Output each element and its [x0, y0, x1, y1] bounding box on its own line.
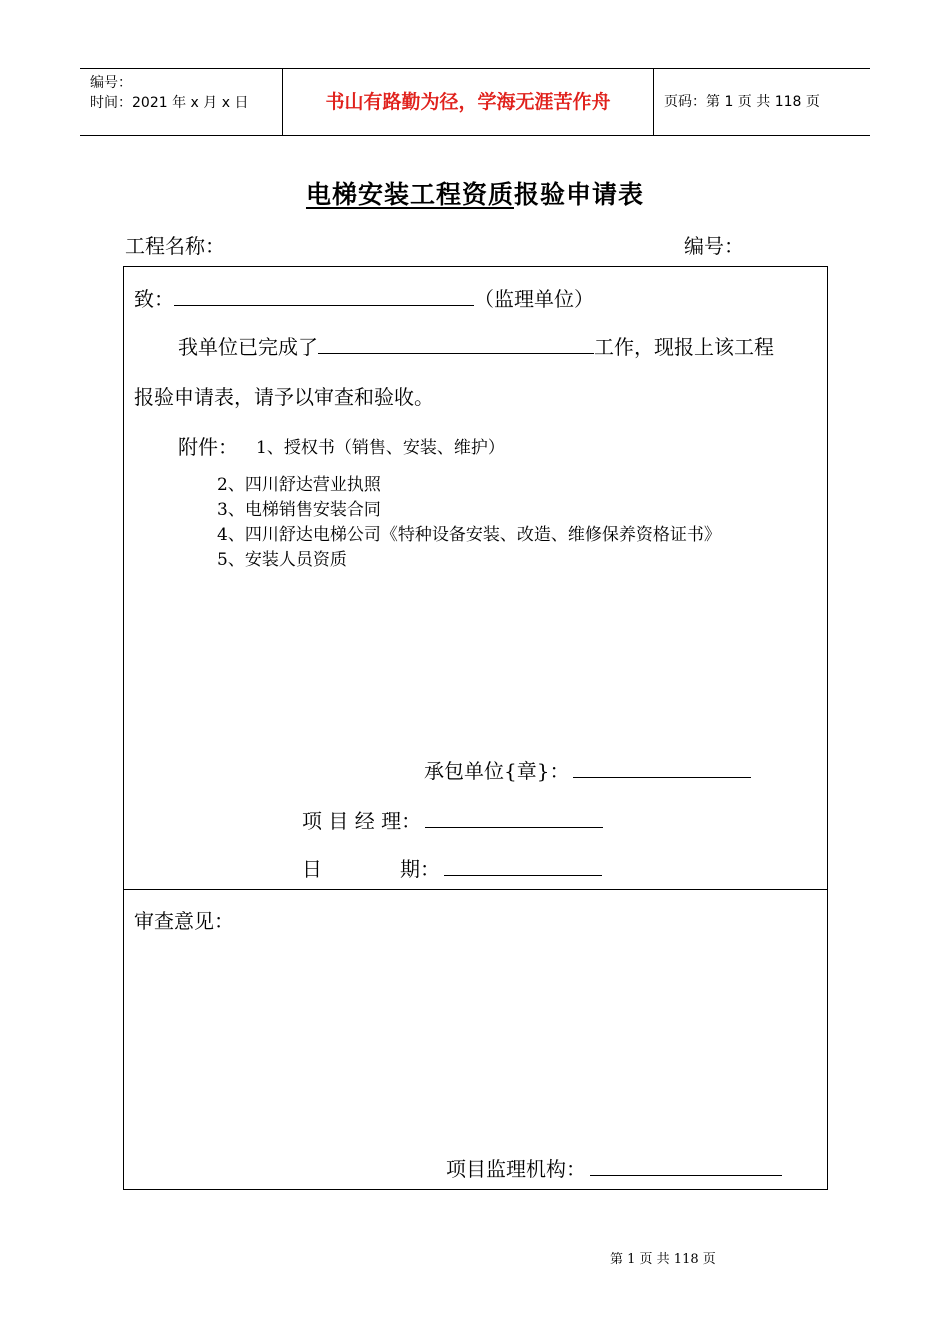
attachment-item: 1、授权书（销售、安装、维护） [256, 438, 505, 458]
supervisor-unit-label: （监理单位） [474, 287, 594, 311]
body-line-1 [178, 331, 774, 360]
document-header [80, 68, 870, 136]
supervision-blank-field[interactable] [590, 1157, 782, 1176]
manager-blank-field[interactable] [425, 809, 603, 828]
title-rest-part: 报验申请表 [514, 180, 645, 209]
date-line [302, 853, 602, 882]
to-label: 致： [134, 287, 174, 311]
manager-label: 项 目 经 理： [302, 809, 422, 833]
contractor-line [424, 755, 751, 784]
header-number-label: 编号： [90, 75, 132, 91]
manager-line [302, 805, 603, 834]
date-label-2: 期： [400, 857, 440, 881]
project-name-label: 工程名称： [125, 234, 225, 258]
to-line [134, 283, 594, 312]
attachment-item: 4、四川舒达电梯公司《特种设备安装、改造、维修保养资格证书》 [217, 525, 721, 545]
attachment-item: 5、安装人员资质 [217, 550, 347, 570]
supervision-label: 项目监理机构： [446, 1157, 586, 1181]
work-blank-field[interactable] [318, 335, 594, 354]
supervision-line [446, 1153, 782, 1182]
page-title [0, 175, 950, 211]
section-divider [124, 889, 827, 890]
body-part-2: 工作，现报上该工程 [594, 335, 774, 359]
date-label-1: 日 [302, 857, 322, 881]
page-footer: 第 1 页 共 118 页 [610, 1252, 716, 1267]
header-left-cell [80, 69, 282, 135]
header-motto: 书山有路勤为径，学海无涯苦作舟 [282, 69, 654, 135]
header-page-info: 页码：第 1 页 共 118 页 [664, 94, 820, 110]
attachment-item: 2、四川舒达营业执照 [217, 475, 381, 495]
header-time-label: 时间：2021 年 x 月 x 日 [90, 95, 249, 111]
attachment-item: 3、电梯销售安装合同 [217, 500, 381, 520]
contractor-label: 承包单位{章}： [424, 759, 570, 783]
contractor-blank-field[interactable] [573, 759, 751, 778]
date-blank-field[interactable] [444, 857, 602, 876]
body-line-2: 报验申请表，请予以审查和验收。 [134, 385, 434, 409]
application-form [123, 266, 828, 1190]
project-number-label: 编号： [684, 234, 744, 258]
body-part-1: 我单位已完成了 [178, 335, 318, 359]
to-blank-field[interactable] [174, 287, 474, 306]
attachments-label: 附件： [178, 435, 238, 459]
title-underlined-part: 电梯安装工程资质 [305, 180, 514, 209]
review-opinion-label: 审查意见： [134, 909, 234, 933]
